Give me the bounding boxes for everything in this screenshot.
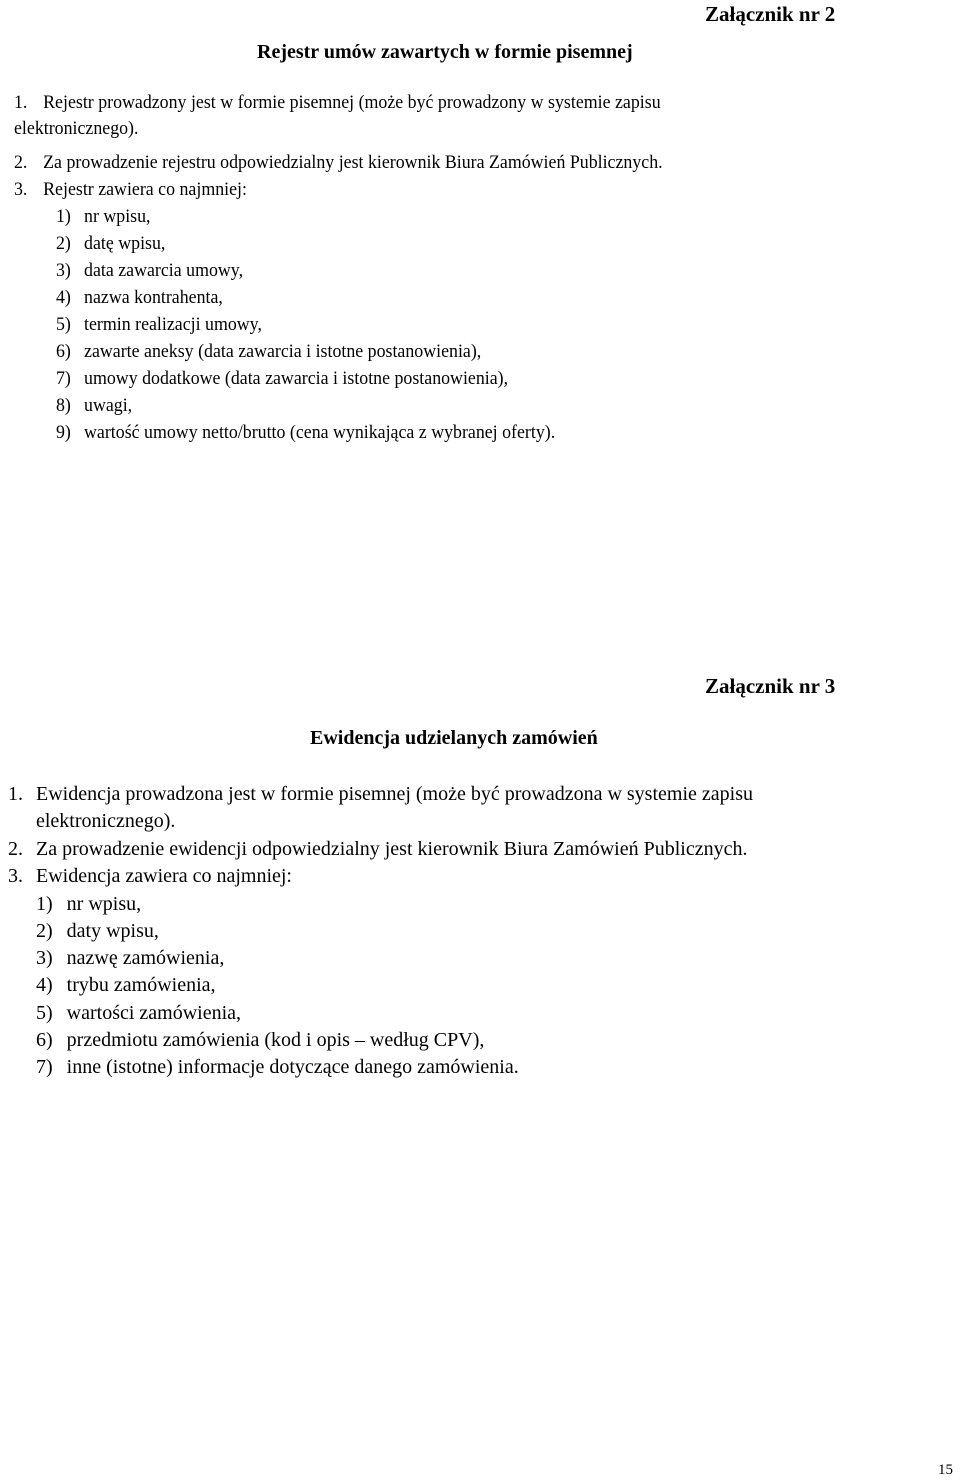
records-list-item — [36, 974, 216, 997]
register-point-1 — [14, 92, 661, 114]
page-number: 15 — [938, 1462, 953, 1478]
register-list-item — [56, 422, 555, 444]
register-point-1-continuation: elektronicznego). — [14, 118, 139, 139]
item-text: nr wpisu, — [84, 206, 151, 227]
item-number: 5) — [56, 314, 71, 335]
records-point-3 — [8, 865, 292, 888]
records-point-1-continuation: elektronicznego). — [36, 810, 176, 832]
item-number: 1) — [56, 206, 71, 227]
point-text: Za prowadzenie rejestru odpowiedzialny jest kierownik Biura Zamówień Publicznych. — [43, 152, 663, 173]
records-list-item — [36, 947, 224, 970]
item-text: nr wpisu, — [66, 893, 142, 915]
item-text: przedmiotu zamówienia (kod i opis – według CPV), — [66, 1029, 485, 1051]
item-text: inne (istotne) informacje dotyczące danego zamówienia. — [66, 1056, 519, 1078]
item-text: trybu zamówienia, — [66, 974, 216, 996]
point-text: Rejestr prowadzony jest w formie pisemnej (może być prowadzony w systemie zapisu — [43, 92, 661, 113]
records-title: Ewidencja udzielanych zamówień — [310, 727, 598, 749]
point-text: Ewidencja prowadzona jest w formie pisemnej (może być prowadzona w systemie zapisu — [36, 783, 753, 805]
register-list-item — [56, 287, 223, 309]
register-point-2 — [14, 152, 663, 174]
records-list-item — [36, 1056, 519, 1079]
item-number: 4) — [56, 287, 71, 308]
item-text: datę wpisu, — [84, 233, 166, 254]
item-number: 9) — [56, 422, 71, 443]
item-text: nazwę zamówienia, — [66, 947, 225, 969]
point-number: 2. — [14, 152, 28, 173]
register-list-item — [56, 314, 262, 336]
item-text: uwagi, — [84, 395, 133, 416]
register-title: Rejestr umów zawartych w formie pisemnej — [257, 41, 633, 63]
register-list-item — [56, 395, 132, 417]
point-number: 2. — [8, 838, 23, 860]
point-number: 1. — [8, 783, 23, 805]
item-number: 2) — [56, 233, 71, 254]
register-list-item — [56, 341, 481, 363]
records-list-item — [36, 893, 141, 916]
register-list-item — [56, 233, 165, 255]
point-text: Rejestr zawiera co najmniej: — [43, 179, 247, 200]
item-text: wartość umowy netto/brutto (cena wynikająca z wybranej oferty). — [84, 422, 556, 443]
attachment-label-2: Załącznik nr 2 — [705, 2, 836, 26]
item-text: daty wpisu, — [66, 920, 159, 942]
item-number: 2) — [36, 920, 53, 942]
item-number: 7) — [36, 1056, 53, 1078]
item-text: zawarte aneksy (data zawarcia i istotne postanowienia), — [84, 341, 482, 362]
point-number: 1. — [14, 92, 28, 113]
item-text: termin realizacji umowy, — [84, 314, 262, 335]
records-list-item — [36, 1029, 484, 1052]
item-text: umowy dodatkowe (data zawarcia i istotne postanowienia), — [84, 368, 509, 389]
item-number: 7) — [56, 368, 71, 389]
records-point-1 — [8, 783, 753, 806]
item-text: nazwa kontrahenta, — [84, 287, 223, 308]
item-number: 8) — [56, 395, 71, 416]
records-point-2 — [8, 838, 747, 861]
records-list-item — [36, 920, 159, 943]
item-number: 1) — [36, 893, 53, 915]
item-number: 3) — [36, 947, 53, 969]
register-list-item — [56, 206, 151, 228]
records-list-item — [36, 1002, 241, 1025]
register-point-3 — [14, 179, 247, 201]
point-number: 3. — [8, 865, 23, 887]
attachment-label-3: Załącznik nr 3 — [705, 674, 836, 698]
item-number: 6) — [36, 1029, 53, 1051]
point-text: Za prowadzenie ewidencji odpowiedzialny jest kierownik Biura Zamówień Publicznych. — [36, 838, 748, 860]
item-number: 4) — [36, 974, 53, 996]
point-number: 3. — [14, 179, 28, 200]
item-text: wartości zamówienia, — [66, 1002, 242, 1024]
register-list-item — [56, 368, 508, 390]
item-text: data zawarcia umowy, — [84, 260, 244, 281]
item-number: 6) — [56, 341, 71, 362]
item-number: 3) — [56, 260, 71, 281]
point-text: Ewidencja zawiera co najmniej: — [36, 865, 292, 887]
register-list-item — [56, 260, 243, 282]
item-number: 5) — [36, 1002, 53, 1024]
